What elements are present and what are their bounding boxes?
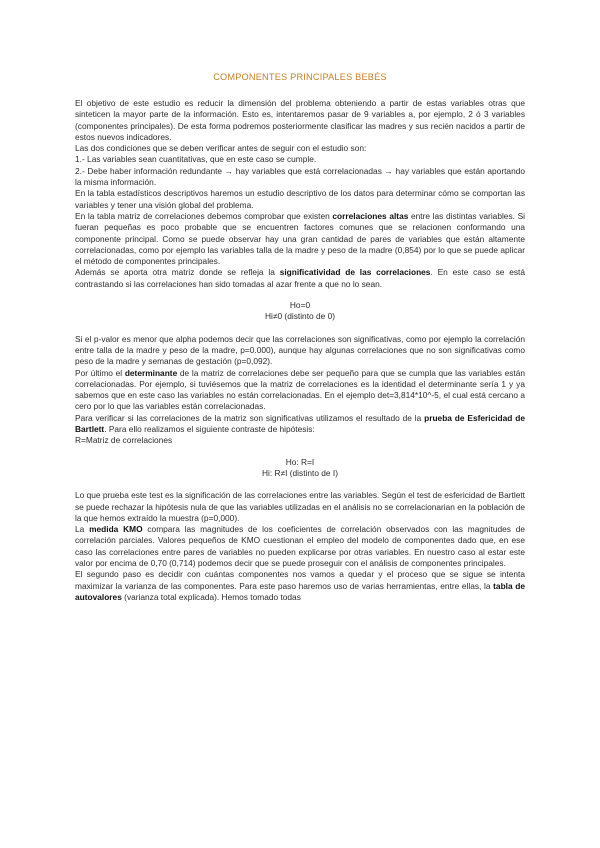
bold-term-significatividad: significatividad de las correlaciones xyxy=(279,267,431,278)
paragraph-bartlett-result: Lo que prueba este test es la significación de las correlaciones entre las variables. Según el test de esfericidad de Bartlett se puede rechazar la hipótesis nula de que las variables utilizadas en el análisis no se correlacionarian en la población de la que hemos extraído la muestra (p=0,000). xyxy=(75,490,525,523)
text-segment: Para verificar si las correlaciones de la matriz son significativas utilizamos el resultado de la xyxy=(75,412,425,423)
text-segment: El segundo paso es decidir con cuántas componentes nos vamos a quedar y el proceso que se sigue se intenta maximizar la varianza de las componentes. Para este paso haremos uso de varias herramientas, entre ellas, la xyxy=(75,569,525,591)
paragraph-condition-2: 2.- Debe haber información redundante → hay variables que está correlacionadas → hay variables que están aportando la misma información. xyxy=(75,165,525,188)
paragraph-significance xyxy=(75,267,525,290)
alt-hypothesis: Hi: R≠I (distinto de I) xyxy=(262,467,338,478)
paragraph-conditions-intro: Las dos condiciones que se deben verificar antes de seguir con el estudio son: xyxy=(75,143,367,154)
text-segment: Por último el xyxy=(75,367,125,378)
hypothesis-block-2 xyxy=(75,457,525,480)
text-segment: compara las magnitudes de los coeficientes de correlación observados con las magnitudes de correlación parciales. Valores pequeños de KMO cuestionan el empleo del modelo de componentes dado que, en ese caso las correlaciones entre pares de variables no pueden explicarse por otras variables. En nuestro caso al estar este valor por encima de 0,70 (0,714) podemos decir que se puede proseguir con el análisis de componentes principales. xyxy=(75,524,525,568)
null-hypothesis: Ho: R=I xyxy=(285,456,315,467)
paragraph-bartlett xyxy=(75,413,525,436)
text-segment: En la tabla matriz de correlaciones debemos comprobar que existen xyxy=(75,210,333,221)
bold-term-determinante: determinante xyxy=(124,367,178,378)
text-segment: Además se aporta otra matriz donde se refleja la xyxy=(75,267,280,278)
hypothesis-block-1 xyxy=(75,300,525,323)
bold-term-kmo: medida KMO xyxy=(89,524,143,535)
text-segment: . Para ello realizamos el siguiente contraste de hipótesis: xyxy=(104,424,315,435)
paragraph-determinant xyxy=(75,368,525,413)
paragraph-correlation-matrix xyxy=(75,211,525,267)
paragraph-objective: El objetivo de este estudio es reducir la dimensión del problema obteniendo a partir de estas variables otras que sinteticen la mayor parte de la información. Esto es, intentaremos pasar de 9 variables a, por ejemplo, 2 ó 3 variables (componentes principales). De esta forma podremos posteriormente clasificar las madres y sus recién nacidos a partir de estos nuevos indicadores. xyxy=(75,98,525,142)
paragraph-descriptive: En la tabla estadísticos descriptivos haremos un estudio descriptivo de los datos para determinar cómo se comportan las variables y tener una visión global del problema. xyxy=(75,188,525,210)
alt-hypothesis: Hi≠0 (distinto de 0) xyxy=(265,311,335,322)
paragraph-r-definition: R=Matriz de correlaciones xyxy=(75,435,173,446)
paragraph-kmo xyxy=(75,524,525,569)
paragraph-condition-1: 1.- Las variables sean cuantitativas, que en este caso se cumple. xyxy=(75,154,317,165)
text-segment: (varianza total explicada). Hemos tomado todas xyxy=(121,591,301,602)
bold-term-autovalores: tabla de autovalores xyxy=(75,580,526,602)
text-segment: La xyxy=(75,524,90,535)
paragraph-second-step xyxy=(75,569,525,603)
document-title: COMPONENTES PRINCIPALES BEBÉS xyxy=(213,72,387,82)
null-hypothesis: Ho=0 xyxy=(289,300,311,311)
paragraph-pvalue: Si el p-valor es menor que alpha podemos decir que las correlaciones son significativas, como por ejemplo la correlación entre talla de la madre y peso de la madre, p=0.000), aunque hay algunas correlaciones que no son significativas como peso de la madre y semanas de gestación (p=0,092). xyxy=(75,333,525,367)
text-segment: . En este caso se está contrastando si las correlaciones han sido tomadas al azar frente a que no lo sean. xyxy=(75,267,525,289)
text-segment: entre las distintas variables. Si fueran pequeñas es poco probable que se encuentren factores comunes que se relacionen conformando una componente principal. Como se puede observar hay una gran cantidad de pares de variables que están altamente correlacionadas, como por ejemplo las variables talla de la madre y peso de la madre (0,854) por lo que se puede aplicar el método de componentes principales. xyxy=(75,210,526,267)
bold-term-bartlett: prueba de Esfericidad de Bartlett xyxy=(75,412,525,435)
text-segment: de la matriz de correlaciones debe ser pequeño para que se cumpla que las variables están correlacionadas. Por ejemplo, si tuviésemos que la matriz de correlaciones es la identidad el determinante sería 1 y ya sabemos que en este caso las variables no están correlacionadas. En el ejemplo det=3,814*10^-5, el cual está cercano a cero por lo que las variables están correlacionadas. xyxy=(75,367,525,412)
bold-term-correlaciones-altas: correlaciones altas xyxy=(332,210,409,221)
